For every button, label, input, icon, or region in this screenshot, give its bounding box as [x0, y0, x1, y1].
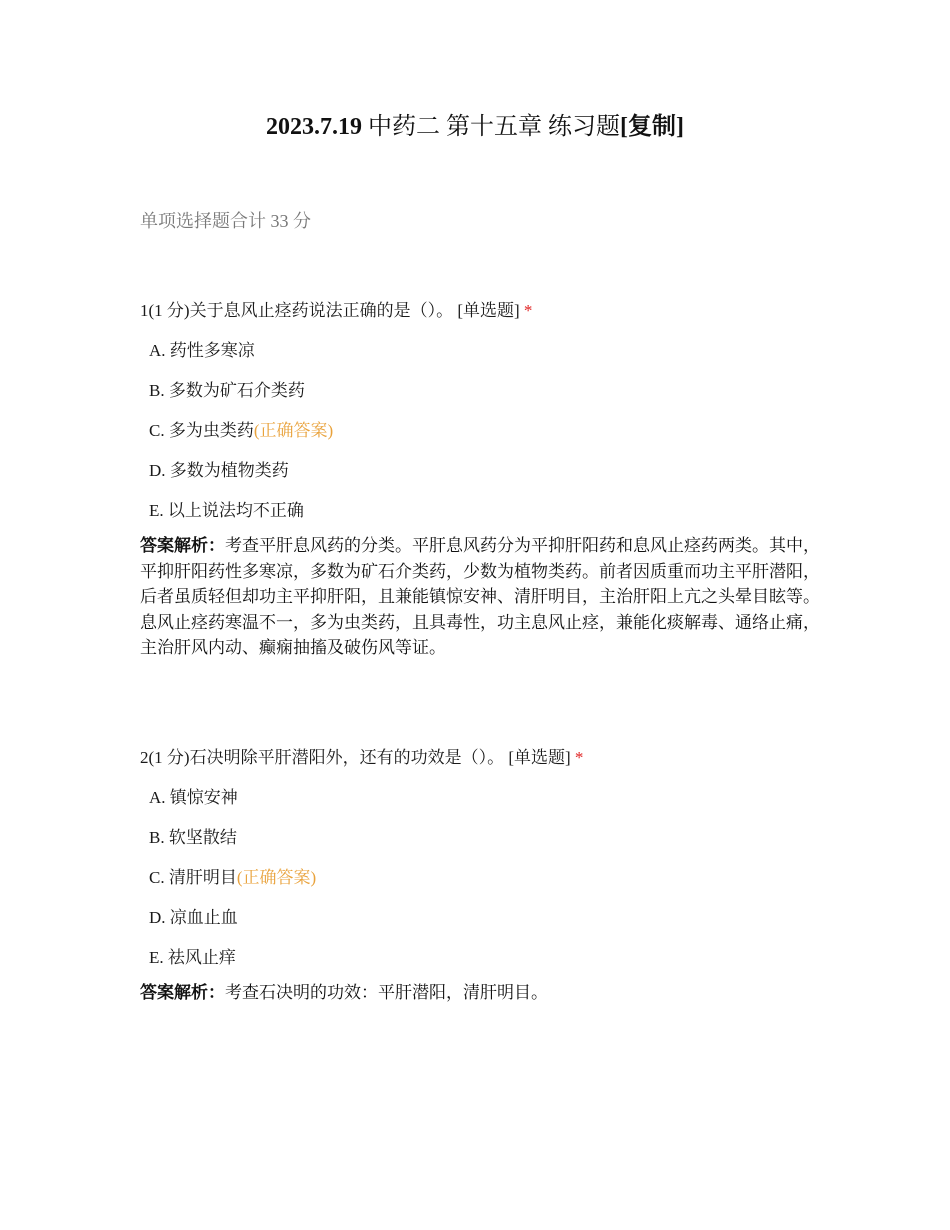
required-mark: * [523, 301, 533, 320]
option-label: B. 多数为矿石介类药 [149, 381, 305, 400]
analysis-text: 考查石决明的功效：平肝潜阳，清肝明目。 [225, 983, 548, 1002]
option-label: A. 药性多寒凉 [149, 341, 255, 360]
option-c [140, 419, 820, 459]
option-label: C. 清肝明目 [149, 868, 237, 887]
question-stem [140, 299, 820, 323]
options-list [140, 786, 820, 986]
question-2 [140, 746, 820, 1006]
analysis-label: 答案解析： [140, 983, 225, 1002]
option-label: B. 软坚散结 [149, 828, 237, 847]
title-date: 2023.7.19 [266, 114, 362, 140]
analysis-label: 答案解析： [140, 536, 225, 555]
question-1 [140, 299, 820, 661]
title-copy-tag: [复制] [620, 114, 684, 140]
option-label: A. 镇惊安神 [149, 788, 238, 807]
option-a [140, 339, 820, 379]
answer-analysis [140, 533, 820, 661]
option-c [140, 866, 820, 906]
option-label: E. 以上说法均不正确 [149, 501, 304, 520]
option-label: C. 多为虫类药 [149, 421, 254, 440]
option-b [140, 826, 820, 866]
question-stem-text: 1(1 分)关于息风止痉药说法正确的是（）。 [单选题] [140, 301, 520, 320]
analysis-text: 考查平肝息风药的分类。平肝息风药分为平抑肝阳药和息风止痉药两类。其中，平抑肝阳药性多寒凉，多数为矿石介类药，少数为植物类药。前者因质重而功主平肝潜阳，后者虽质轻但却功主平抑肝阳，且兼能镇惊安神、清肝明目，主治肝阳上亢之头晕目眩等。息风止痉药寒温不一，多为虫类药，且具毒性，功主息风止痉，兼能化痰解毒、通络止痛，主治肝风内动、癫痫抽搐及破伤风等证。 [140, 536, 820, 657]
question-stem-text: 2(1 分)石决明除平肝潜阳外，还有的功效是（）。 [单选题] [140, 748, 571, 767]
section-header: 单项选择题合计 33 分 [140, 211, 311, 231]
option-b [140, 379, 820, 419]
page-title [0, 110, 950, 144]
option-d [140, 459, 820, 499]
option-label: D. 凉血止血 [149, 908, 238, 927]
correct-answer-tag: (正确答案) [236, 868, 317, 887]
correct-answer-tag: (正确答案) [253, 421, 334, 440]
answer-analysis [140, 980, 820, 1006]
option-label: E. 祛风止痒 [149, 948, 236, 967]
option-d [140, 906, 820, 946]
option-label: D. 多数为植物类药 [149, 461, 289, 480]
option-a [140, 786, 820, 826]
options-list [140, 339, 820, 539]
title-text: 中药二 第十五章 练习题 [362, 114, 620, 140]
required-mark: * [574, 748, 584, 767]
question-stem [140, 746, 820, 770]
